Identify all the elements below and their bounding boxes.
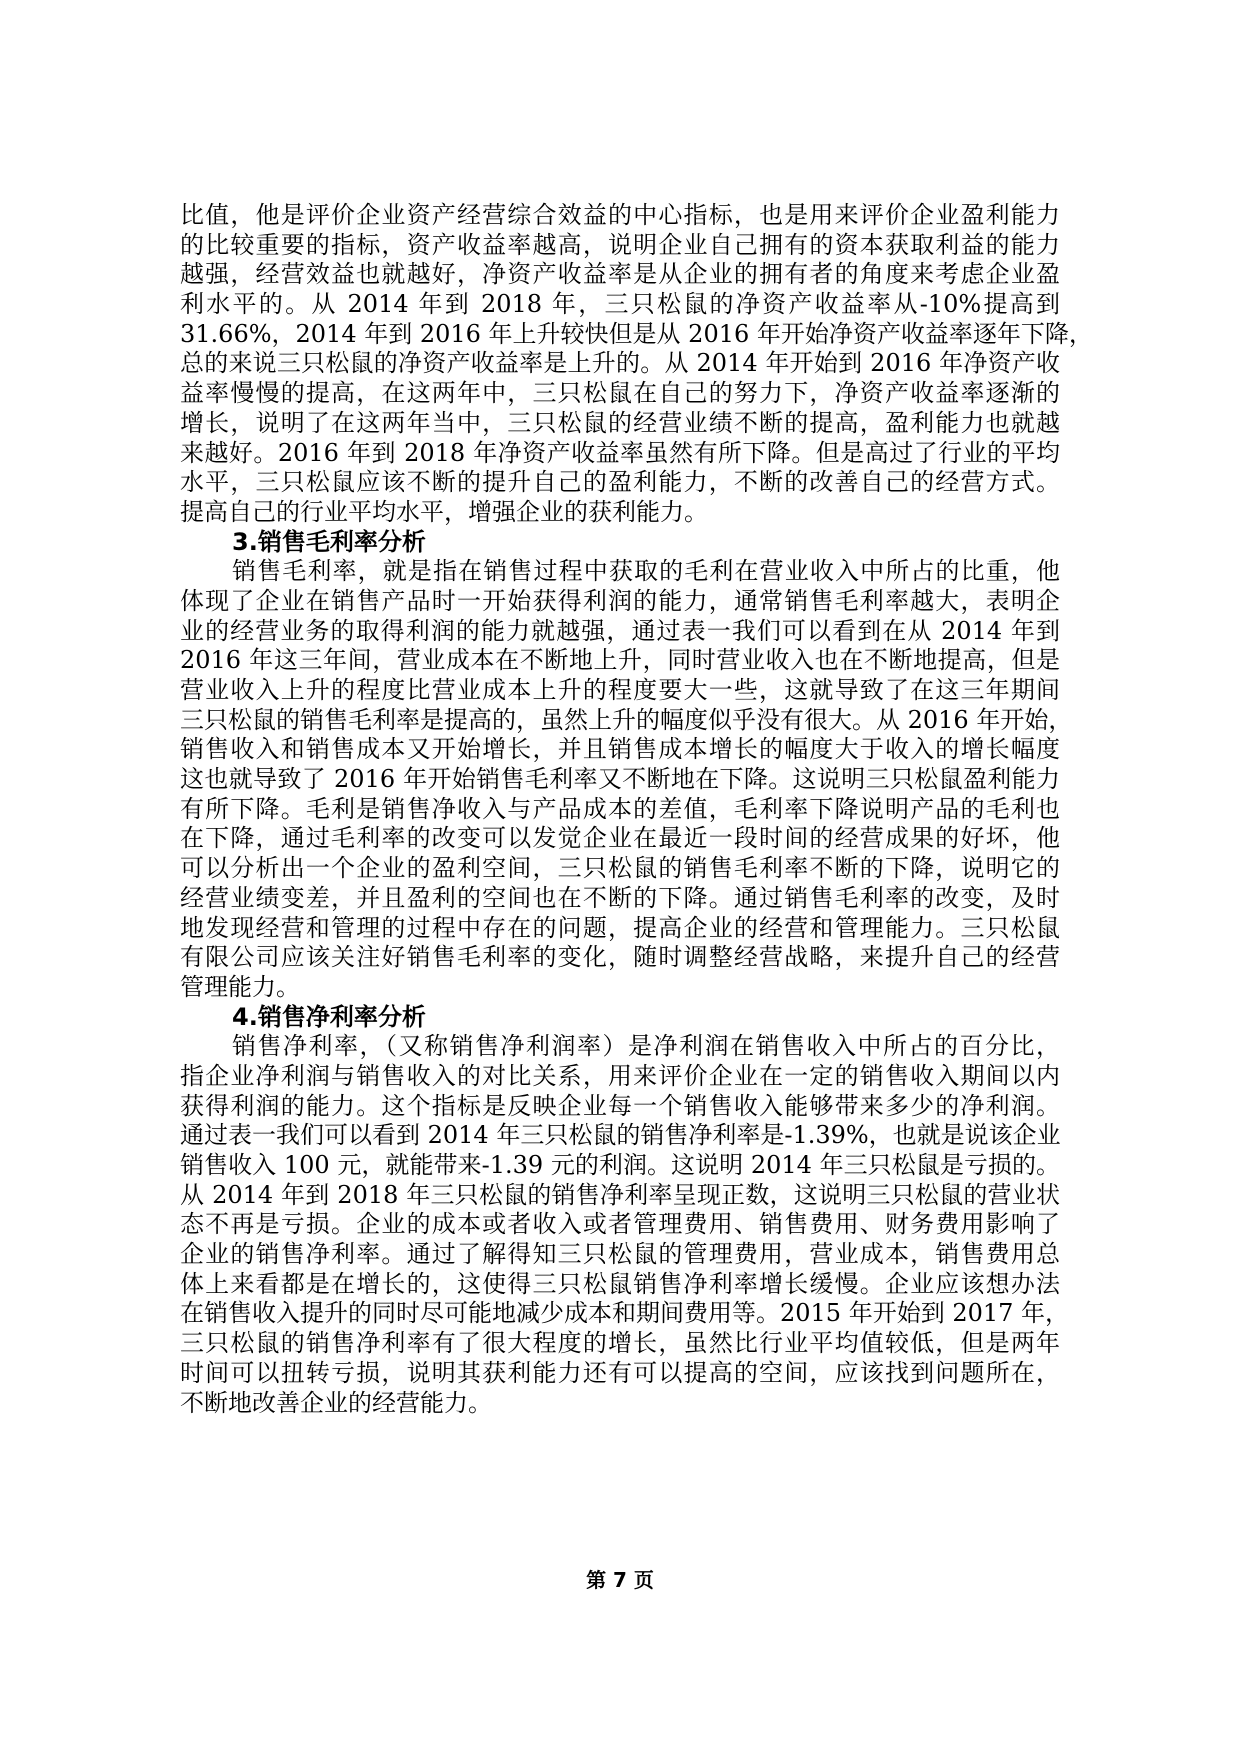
paragraph-net-margin — [180, 1032, 1070, 1418]
text-line: 销售净利率，（又称销售净利润率）是净利润在销售收入中所占的百分比， — [232, 1032, 1060, 1061]
text-line: 来越好。2016 年到 2018 年净资产收益率虽然有所下降。但是高过了行业的平均 — [180, 438, 1060, 467]
text-line: 销售毛利率，就是指在销售过程中获取的毛利在营业收入中所占的比重，他 — [232, 557, 1060, 586]
text-line: 在销售收入提升的同时尽可能地减少成本和期间费用等。2015 年开始到 2017 年， — [180, 1299, 1070, 1328]
text-line: 销售收入 100 元，就能带来-1.39 元的利润。这说明 2014 年三只松鼠是亏损的。 — [180, 1151, 1060, 1179]
section-heading-gross-margin: 3.销售毛利率分析 — [232, 527, 426, 556]
text-line: 业的经营业务的取得利润的能力就越强，通过表一我们可以看到在从 2014 年到 — [180, 616, 1060, 645]
text-line: 31.66%，2014 年到 2016 年上升较快但是从 2016 年开始净资产收益率逐年下降， — [180, 319, 1093, 348]
text-line: 经营业绩变差，并且盈利的空间也在不断的下降。通过销售毛利率的改变，及时 — [180, 883, 1060, 912]
text-line: 不断地改善企业的经营能力。 — [180, 1388, 492, 1417]
text-line: 的比较重要的指标，资产收益率越高，说明企业自己拥有的资本获取利益的能力 — [180, 230, 1060, 259]
text-line: 获得利润的能力。这个指标是反映企业每一个销售收入能够带来多少的净利润。 — [180, 1091, 1060, 1120]
text-line: 有限公司应该关注好销售毛利率的变化，随时调整经营战略，来提升自己的经营 — [180, 943, 1060, 972]
paragraph-roe — [180, 201, 1093, 528]
text-line: 总的来说三只松鼠的净资产收益率是上升的。从 2014 年开始到 2016 年净资产收 — [180, 349, 1060, 378]
text-line: 利水平的。从 2014 年到 2018 年，三只松鼠的净资产收益率从-10%提高到 — [180, 290, 1060, 319]
text-line: 时间可以扭转亏损，说明其获利能力还有可以提高的空间，应该找到问题所在， — [180, 1358, 1060, 1387]
text-line: 指企业净利润与销售收入的对比关系，用来评价企业在一定的销售收入期间以内 — [180, 1061, 1060, 1090]
text-line: 在下降，通过毛利率的改变可以发觉企业在最近一段时间的经营成果的好坏，他 — [180, 824, 1060, 853]
text-line: 销售收入和销售成本又开始增长，并且销售成本增长的幅度大于收入的增长幅度 — [180, 735, 1060, 764]
page-number: 第 7 页 — [586, 1568, 654, 1592]
text-line: 增长，说明了在这两年当中，三只松鼠的经营业绩不断的提高，盈利能力也就越 — [180, 408, 1060, 437]
text-line: 体上来看都是在增长的，这使得三只松鼠销售净利率增长缓慢。企业应该想办法 — [180, 1269, 1060, 1298]
text-line: 2016 年这三年间，营业成本在不断地上升，同时营业收入也在不断地提高，但是 — [180, 646, 1060, 675]
text-line: 地发现经营和管理的过程中存在的问题，提高企业的经营和管理能力。三只松鼠 — [180, 913, 1060, 942]
text-line: 有所下降。毛利是销售净收入与产品成本的差值，毛利率下降说明产品的毛利也 — [180, 794, 1060, 823]
text-line: 企业的销售净利率。通过了解得知三只松鼠的管理费用，营业成本，销售费用总 — [180, 1240, 1060, 1269]
text-line: 益率慢慢的提高，在这两年中，三只松鼠在自己的努力下，净资产收益率逐渐的 — [180, 379, 1060, 408]
text-line: 通过表一我们可以看到 2014 年三只松鼠的销售净利率是-1.39%，也就是说该企业 — [180, 1121, 1061, 1150]
text-line: 三只松鼠的销售净利率有了很大程度的增长，虽然比行业平均值较低，但是两年 — [180, 1329, 1060, 1358]
text-line: 营业收入上升的程度比营业成本上升的程度要大一些，这就导致了在这三年期间 — [180, 676, 1060, 704]
paragraph-gross-margin — [180, 557, 1073, 1002]
text-line: 越强，经营效益也就越好，净资产收益率是从企业的拥有者的角度来考虑企业盈 — [180, 260, 1060, 289]
text-line: 从 2014 年到 2018 年三只松鼠的销售净利率呈现正数，这说明三只松鼠的营业状 — [180, 1180, 1060, 1209]
text-line: 比值，他是评价企业资产经营综合效益的中心指标，也是用来评价企业盈利能力 — [180, 201, 1060, 229]
text-line: 可以分析出一个企业的盈利空间，三只松鼠的销售毛利率不断的下降，说明它的 — [180, 854, 1060, 883]
text-line: 这也就导致了 2016 年开始销售毛利率又不断地在下降。这说明三只松鼠盈利能力 — [180, 765, 1060, 794]
text-line: 体现了企业在销售产品时一开始获得利润的能力，通常销售毛利率越大，表明企 — [180, 586, 1060, 615]
text-line: 态不再是亏损。企业的成本或者收入或者管理费用、销售费用、财务费用影响了 — [180, 1210, 1060, 1239]
text-line: 三只松鼠的销售毛利率是提高的，虽然上升的幅度似乎没有很大。从 2016 年开始， — [180, 705, 1073, 734]
page-body — [180, 201, 1093, 1418]
text-line: 管理能力。 — [180, 972, 300, 1001]
text-line: 水平，三只松鼠应该不断的提升自己的盈利能力，不断的改善自己的经营方式。 — [180, 468, 1060, 497]
text-line: 提高自己的行业平均水平，增强企业的获利能力。 — [180, 497, 708, 526]
section-heading-net-margin: 4.销售净利率分析 — [232, 1002, 426, 1031]
